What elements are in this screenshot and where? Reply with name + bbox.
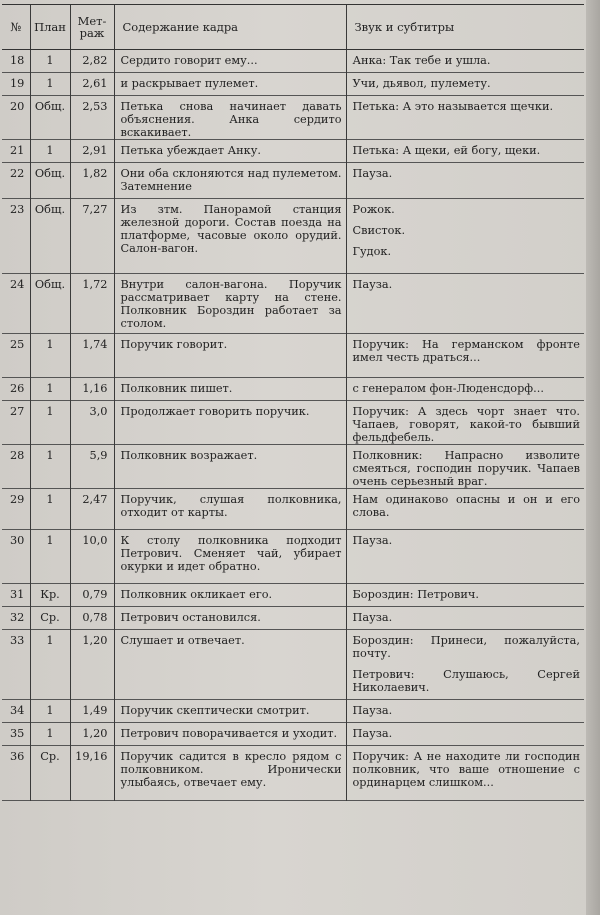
length-cell: 1,16: [70, 378, 114, 401]
length-cell: 1,74: [70, 334, 114, 378]
sound-subtitles-cell: [346, 73, 584, 96]
screenplay-table: [2, 4, 584, 801]
page-edge: [586, 0, 600, 915]
sound-subtitles-cell: [346, 334, 584, 378]
shot-description-cell: Петька снова начинает давать объяснения. Анка сердито вскакивает.: [114, 96, 346, 140]
plan-cell: 1: [30, 630, 70, 700]
plan-cell: Ср.: [30, 607, 70, 630]
shot-number-cell: 30: [10, 534, 25, 547]
sound-line: Гудок.: [352, 245, 392, 258]
table-row: [2, 50, 584, 73]
length-cell: 2,61: [70, 73, 114, 96]
table-header: [2, 5, 584, 50]
shot-number-cell: 36: [10, 750, 25, 763]
shot-number-cell: 34: [10, 704, 25, 717]
shot-description-cell: Петрович остановился.: [114, 607, 346, 630]
table-row: [2, 199, 584, 274]
shot-description-cell: и раскрывает пулемет.: [114, 73, 346, 96]
table-row: [2, 746, 584, 801]
table-row: [2, 378, 584, 401]
sound-subtitles-cell: [346, 140, 584, 163]
sound-subtitles-cell: [346, 199, 584, 274]
length-cell: 1,72: [70, 274, 114, 334]
sound-subtitles-cell: [346, 163, 584, 199]
sound-line: Пауза.: [352, 167, 393, 180]
plan-cell: Общ.: [30, 199, 70, 274]
length-cell: 1,20: [70, 630, 114, 700]
sound-line: Нам одинаково опасны и он и его слова.: [352, 493, 580, 519]
sound-subtitles-cell: [346, 584, 584, 607]
shot-number-cell: 24: [10, 278, 25, 291]
table-row: [2, 445, 584, 489]
table-row: [2, 630, 584, 700]
sound-line: Рожок.: [352, 203, 395, 216]
sound-line: с генералом фон-Люденсдорф...: [352, 382, 544, 395]
sound-line: Пауза.: [352, 278, 393, 291]
sound-subtitles-cell: [346, 723, 584, 746]
length-cell: 3,0: [70, 401, 114, 445]
length-cell: 2,53: [70, 96, 114, 140]
plan-cell: Общ.: [30, 96, 70, 140]
table-row: [2, 584, 584, 607]
sound-line: Анка: Так тебе и ушла.: [352, 54, 491, 67]
length-cell: 1,20: [70, 723, 114, 746]
plan-cell: 1: [30, 73, 70, 96]
sound-subtitles-cell: [346, 50, 584, 73]
table-row: [2, 607, 584, 630]
shot-number-cell: 27: [10, 405, 25, 418]
shot-description-cell: Поручик садится в кресло рядом с полковником. Иронически улыбаясь, отвечает ему.: [114, 746, 346, 801]
sound-subtitles-cell: [346, 630, 584, 700]
sound-line: Пауза.: [352, 704, 393, 717]
shot-number-cell: 28: [10, 449, 25, 462]
table-row: [2, 401, 584, 445]
sound-line: Петька: А щеки, ей богу, щеки.: [352, 144, 541, 157]
shot-description-cell: Полковник пишет.: [114, 378, 346, 401]
plan-cell: Общ.: [30, 274, 70, 334]
sound-subtitles-cell: [346, 378, 584, 401]
shot-description-cell: Поручик говорит.: [114, 334, 346, 378]
sound-subtitles-cell: [346, 96, 584, 140]
shot-description-cell: Внутри салон-вагона. Поручик рассматривает карту на стене. Полковник Бороздин работает за столом.: [114, 274, 346, 334]
table-row: [2, 489, 584, 530]
shot-description-cell: К столу полковника подходит Петрович. Сменяет чай, убирает окурки и идет обратно.: [114, 530, 346, 584]
plan-cell: 1: [30, 140, 70, 163]
shot-description-cell: Сердито говорит ему...: [114, 50, 346, 73]
shot-description-cell: Поручик скептически смотрит.: [114, 700, 346, 723]
plan-cell: 1: [30, 445, 70, 489]
length-cell: 0,78: [70, 607, 114, 630]
sound-subtitles-cell: [346, 607, 584, 630]
sound-line: Учи, дьявол, пулемету.: [352, 77, 491, 90]
plan-cell: Ср.: [30, 746, 70, 801]
plan-cell: Общ.: [30, 163, 70, 199]
table-row: [2, 140, 584, 163]
length-cell: 2,91: [70, 140, 114, 163]
plan-cell: Кр.: [30, 584, 70, 607]
sound-line: Свисток.: [352, 224, 406, 237]
sound-subtitles-cell: [346, 274, 584, 334]
shot-number-cell: 26: [10, 382, 25, 395]
shot-number-cell: 25: [10, 338, 25, 351]
shot-number-cell: 18: [10, 54, 25, 67]
sound-subtitles-cell: [346, 445, 584, 489]
shot-description-cell: Петрович поворачивается и уходит.: [114, 723, 346, 746]
shot-number-cell: 20: [10, 100, 25, 113]
sound-line: Пауза.: [352, 611, 393, 624]
table-row: [2, 73, 584, 96]
length-cell: 1,82: [70, 163, 114, 199]
sound-subtitles-cell: [346, 401, 584, 445]
sound-subtitles-cell: [346, 489, 584, 530]
table-row: [2, 700, 584, 723]
shot-description-cell: Петька убеждает Анку.: [114, 140, 346, 163]
table-row: [2, 530, 584, 584]
plan-cell: 1: [30, 50, 70, 73]
length-cell: 10,0: [70, 530, 114, 584]
plan-cell: 1: [30, 489, 70, 530]
shot-description-cell: Полковник окликает его.: [114, 584, 346, 607]
sound-line: Пауза.: [352, 727, 393, 740]
length-cell: 2,82: [70, 50, 114, 73]
length-cell: 0,79: [70, 584, 114, 607]
sound-line: Поручик: А не находите ли господин полковник, что ваше отношение с ординарцем слишком...: [352, 750, 580, 789]
sound-subtitles-cell: [346, 700, 584, 723]
sound-line: Поручик: А здесь чорт знает что. Чапаев, говорят, какой-то бывший фельдфебель.: [352, 405, 580, 444]
shot-description-cell: Полковник возражает.: [114, 445, 346, 489]
header-sound: Звук и субтитры: [346, 5, 584, 50]
shot-number-cell: 31: [10, 588, 25, 601]
length-cell: 5,9: [70, 445, 114, 489]
length-cell: 1,49: [70, 700, 114, 723]
sound-line: Пауза.: [352, 534, 393, 547]
shot-number-cell: 29: [10, 493, 25, 506]
header-length: Мет- раж: [70, 5, 114, 50]
shot-number-cell: 35: [10, 727, 25, 740]
shot-description-cell: Поручик, слушая полковника, отходит от карты.: [114, 489, 346, 530]
shot-number-cell: 22: [10, 167, 25, 180]
sound-line: Бороздин: Принеси, пожалуйста, почту.: [352, 634, 580, 660]
plan-cell: 1: [30, 530, 70, 584]
sound-line: Петька: А это называется щечки.: [352, 100, 554, 113]
sound-subtitles-cell: [346, 746, 584, 801]
plan-cell: 1: [30, 700, 70, 723]
table-row: [2, 96, 584, 140]
sound-line: Полковник: Напрасно изволите смеяться, господин поручик. Чапаев очень серьезный враг.: [352, 449, 580, 488]
length-cell: 7,27: [70, 199, 114, 274]
plan-cell: 1: [30, 401, 70, 445]
shot-description-cell: Продолжает говорить поручик.: [114, 401, 346, 445]
shot-number-cell: 21: [10, 144, 25, 157]
table-row: [2, 723, 584, 746]
shot-description-cell: Из зтм. Панорамой станция железной дороги. Состав поезда на платформе, часовые около орудий. Салон-вагон.: [114, 199, 346, 274]
shot-number-cell: 33: [10, 634, 25, 647]
header-num: №: [2, 5, 30, 50]
length-cell: 19,16: [70, 746, 114, 801]
plan-cell: 1: [30, 723, 70, 746]
plan-cell: 1: [30, 378, 70, 401]
sound-line: Петрович: Слушаюсь, Сергей Николаевич.: [352, 668, 580, 694]
shot-number-cell: 23: [10, 203, 25, 216]
shot-description-cell: Они оба склоняются над пулеметом. Затемнение: [114, 163, 346, 199]
shot-number-cell: 19: [10, 77, 25, 90]
plan-cell: 1: [30, 334, 70, 378]
table-body: [2, 50, 584, 801]
sound-subtitles-cell: [346, 530, 584, 584]
header-plan: План: [30, 5, 70, 50]
table-row: [2, 274, 584, 334]
table-row: [2, 163, 584, 199]
shot-number-cell: 32: [10, 611, 25, 624]
table-row: [2, 334, 584, 378]
sound-line: Поручик: На германском фронте имел честь драться...: [352, 338, 580, 364]
sound-line: Бороздин: Петрович.: [352, 588, 479, 601]
shot-description-cell: Слушает и отвечает.: [114, 630, 346, 700]
header-shot: Содержание кадра: [114, 5, 346, 50]
length-cell: 2,47: [70, 489, 114, 530]
